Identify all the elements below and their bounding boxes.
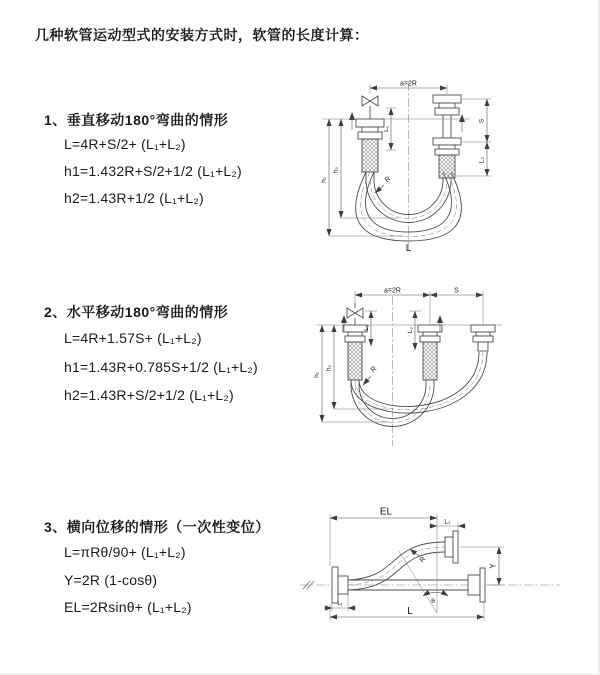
diagram-lateral-displacement — [295, 498, 600, 656]
radius-label: R — [369, 365, 379, 375]
braid-section — [348, 342, 362, 380]
left-flange — [332, 567, 338, 603]
braid-section — [423, 342, 437, 380]
dim-label-l2: L₂ — [407, 326, 414, 334]
radius-label: R — [418, 555, 428, 565]
dim-label-l2: L₂ — [478, 156, 486, 164]
section2-formula-h2: h2=1.43R+S/2+1/2 (L₁+L₂) — [64, 387, 234, 403]
right-flange — [480, 568, 485, 602]
dim-label-s: S — [454, 287, 459, 295]
angle-theta-label: θ — [431, 598, 435, 605]
dim-label-l1: L₁ — [363, 325, 370, 331]
section3-formula-L: L=πRθ/90+ (L₁+L₂) — [64, 544, 186, 560]
page-title: 几种软管运动型式的安装方式时，软管的长度计算： — [35, 27, 369, 43]
section3-formula-EL: EL=2Rsinθ+ (L₁+L₂) — [64, 599, 192, 615]
section2-heading: 2、水平移动180°弯曲的情形 — [44, 304, 229, 320]
dim-label-h2: h₂ — [332, 166, 340, 174]
dim-label-el: EL — [379, 506, 393, 518]
diagram-vertical-180-bend — [303, 70, 595, 260]
valve-icon — [362, 96, 378, 119]
dim-label-l: L — [407, 606, 413, 617]
dim-label-s: S — [478, 118, 486, 124]
dim-label-l2: L₂ — [444, 518, 451, 526]
dim-label-l1: L₁ — [337, 601, 343, 607]
dimensions — [314, 288, 503, 423]
section3-heading: 3、横向位移的情形（一次性变位） — [44, 519, 270, 535]
braid-section — [362, 139, 378, 172]
dim-label-a2r: a=2R — [400, 80, 417, 88]
section1-formula-h2: h2=1.43R+1/2 (L₁+L₂) — [64, 190, 204, 206]
left-pipe-fitting — [343, 325, 367, 380]
dim-label-y: Y — [488, 563, 498, 569]
dimensions — [321, 81, 492, 255]
section3-formula-Y: Y=2R (1-cosθ) — [64, 572, 158, 588]
section2-formula-L: L=4R+1.57S+ (L₁+L₂) — [64, 330, 202, 346]
section1-formula-L: L=4R+S/2+ (L₁+L₂) — [64, 136, 186, 152]
dim-label-h1: h₁ — [320, 177, 328, 183]
dimensions — [324, 507, 504, 622]
section1-heading: 1、垂直移动180°弯曲的情形 — [44, 112, 229, 128]
radius-label: R — [383, 175, 393, 185]
right-pipe-fitting — [471, 325, 495, 351]
valve-icon — [347, 303, 363, 325]
top-flange — [453, 531, 458, 563]
right-pipe-fitting — [433, 95, 461, 178]
middle-pipe-fitting — [418, 325, 442, 380]
left-pipe-fitting — [356, 119, 384, 172]
diagram-horizontal-180-bend — [303, 280, 600, 455]
dim-label-h2: h₂ — [325, 364, 333, 372]
section1-formula-h1: h1=1.432R+S/2+1/2 (L₁+L₂) — [64, 163, 242, 179]
section2-formula-h1: h1=1.43R+0.785S+1/2 (L₁+L₂) — [64, 359, 258, 375]
length-label: L — [405, 243, 412, 254]
s-curve-hose-displaced — [348, 531, 458, 590]
braid-section — [439, 155, 455, 178]
dim-label-h1: h₁ — [313, 372, 321, 378]
dim-label-l1: L₁ — [383, 126, 390, 132]
hose-displaced-position — [351, 352, 487, 413]
dim-label-a2r: a=2R — [384, 287, 401, 295]
